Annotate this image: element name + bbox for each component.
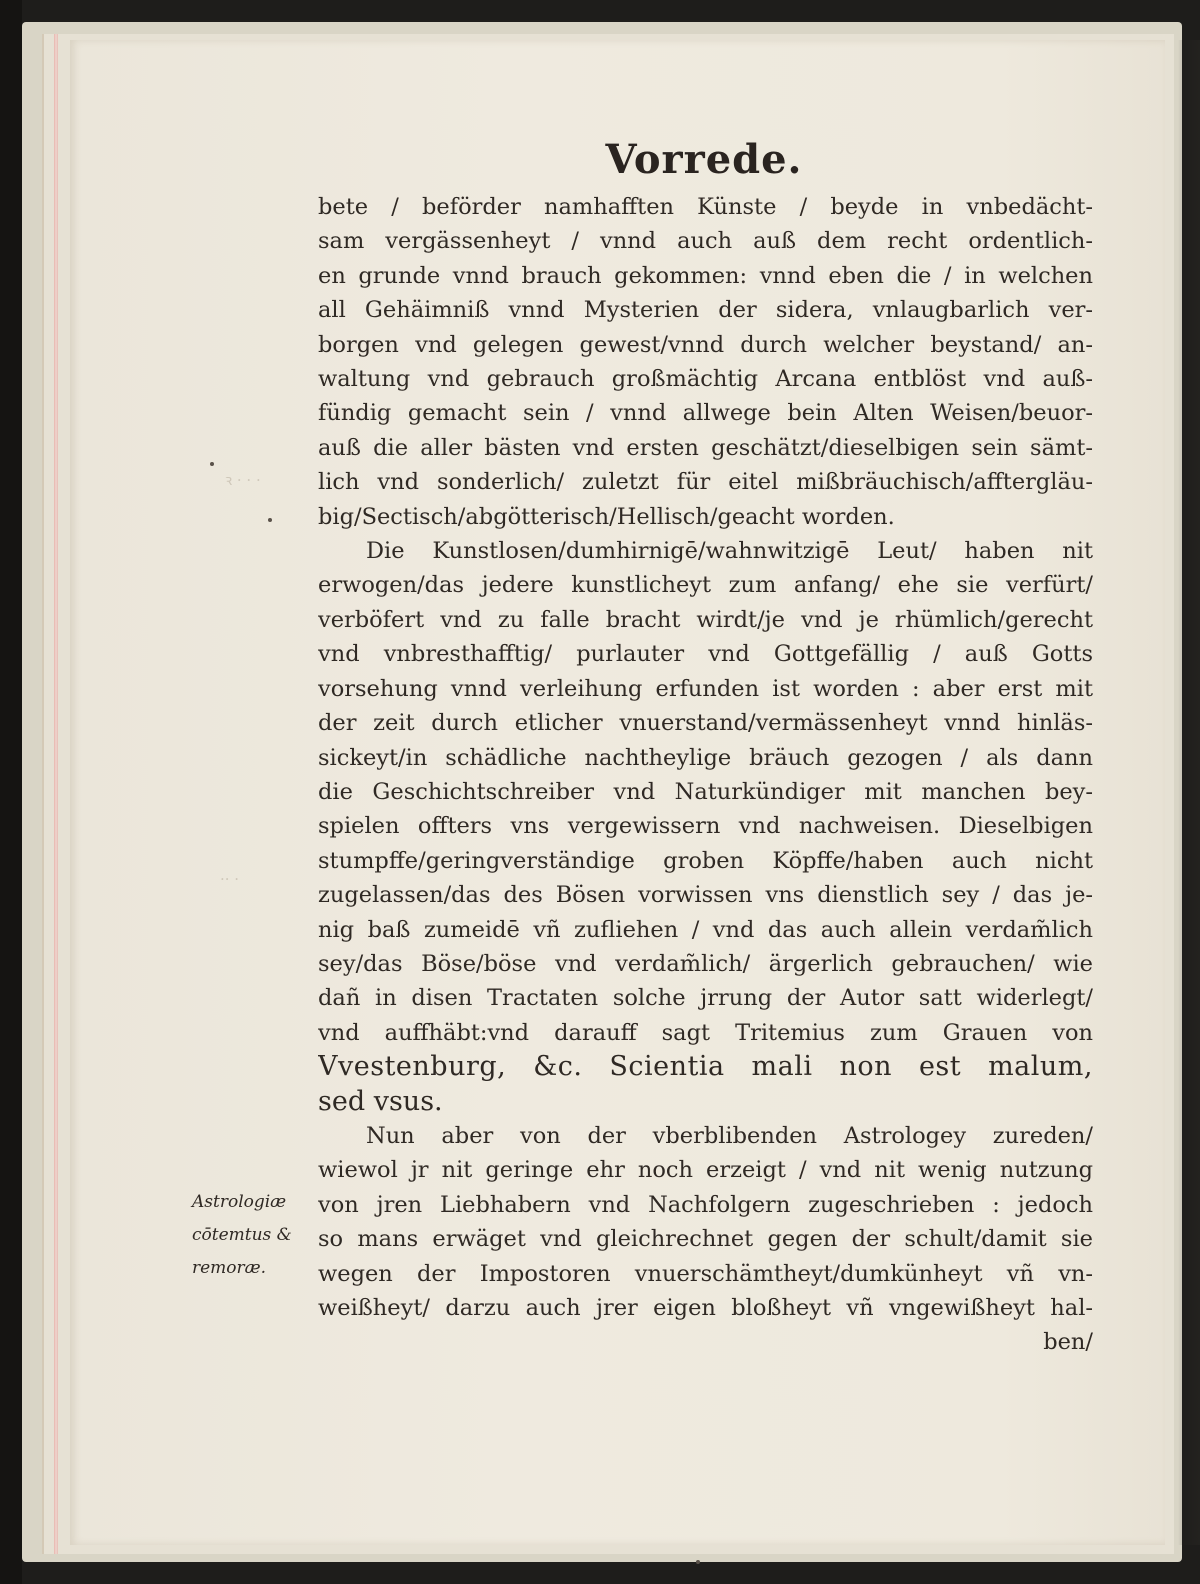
text-line: nig baß zumeidē vñ zufliehen / vnd das auch allein verdam̃lich <box>318 916 1093 943</box>
text-line: en grunde vnnd brauch gekommen: vnnd eben die / in welchen <box>318 262 1093 289</box>
margin-note-line: cōtemtus & <box>192 1225 292 1245</box>
text-line: borgen vnd gelegen gewest/vnnd durch welcher beystand/ an- <box>318 331 1093 358</box>
main-text-block <box>318 190 1093 1360</box>
text-line: wiewol jr nit geringe ehr noch erzeigt / vnd nit wenig nutzung <box>318 1157 1093 1184</box>
text-line: Nun aber von der vberblibenden Astrologey zureden/ <box>366 1122 1093 1149</box>
text-line: waltung vnd gebrauch großmächtig Arcana entblöst vnd auß- <box>318 366 1093 393</box>
scanner-background <box>0 0 22 1584</box>
text-line: all Gehäimniß vnnd Mysterien der sidera, vnlaugbarlich ver- <box>318 297 1093 324</box>
text-line: weißheyt/ darzu auch jrer eigen bloßheyt vñ vngewißheyt hal- <box>318 1295 1093 1321</box>
text-line: zugelassen/das des Bösen vorwissen vns dienstlich sey / das je- <box>318 882 1093 909</box>
text-line: sed vsus. <box>318 1085 443 1117</box>
text-line: vorsehung vnnd verleihung erfunden ist worden : aber erst mit <box>318 675 1093 702</box>
text-line: Vvestenburg, &c. Scientia mali non est malum, <box>318 1051 1093 1083</box>
gutter-shadow <box>1178 40 1200 1545</box>
text-line: lich vnd sonderlich/ zuletzt für eitel mißbräuchisch/afftergläu- <box>318 469 1093 496</box>
text-line: spielen offters vns vergewissern vnd nachweisen. Dieselbigen <box>318 813 1093 840</box>
text-line: der zeit durch etlicher vnuerstand/vermässenheyt vnnd hinläs- <box>318 710 1093 737</box>
text-line: von jren Liebhabern vnd Nachfolgern zugeschrieben : jedoch <box>318 1191 1093 1218</box>
text-line: die Geschichtschreiber vnd Naturkündiger mit manchen bey- <box>318 778 1093 805</box>
text-line: auß die aller bästen vnd ersten geschätzt/dieselbigen sein sämt- <box>318 434 1093 461</box>
text-line: verböfert vnd zu falle bracht wirdt/je vnd je rhümlich/gerecht <box>318 606 1093 633</box>
text-line: sam vergässenheyt / vnnd auch auß dem recht ordentlich- <box>318 228 1093 255</box>
bleed-through-mark: ꝛ · · · <box>225 471 261 489</box>
text-line: ben/ <box>1043 1329 1093 1356</box>
text-line: Die Kunstlosen/dumhirnigē/wahnwitzigē Leut/ haben nit <box>366 538 1093 565</box>
text-line: dañ in disen Tractaten solche jrrung der Autor satt widerlegt/ <box>318 985 1093 1012</box>
marginal-note <box>192 1186 322 1285</box>
text-line: stumpffe/geringverständige groben Köpffe/haben auch nicht <box>318 847 1093 874</box>
text-line: big/Sectisch/abgötterisch/Hellisch/geacht worden. <box>318 503 895 530</box>
ink-speck <box>268 518 272 522</box>
page-header: Vorrede. <box>605 136 803 183</box>
text-line: so mans erwäget vnd gleichrechnet gegen der schult/damit sie <box>318 1226 1093 1253</box>
text-line: sey/das Böse/böse vnd verdam̃lich/ ärgerlich gebrauchen/ wie <box>318 950 1093 977</box>
ink-speck <box>696 1560 700 1564</box>
text-line: fündig gemacht sein / vnnd allwege bein Alten Weisen/beuor- <box>318 400 1093 427</box>
bleed-through-mark: ·· · <box>220 870 240 888</box>
margin-note-line: remoræ. <box>192 1258 267 1278</box>
text-line: erwogen/das jedere kunstlicheyt zum anfang/ ehe sie verfürt/ <box>318 572 1093 599</box>
margin-note-line: Astrologiæ <box>192 1192 287 1212</box>
text-line: bete / beförder namhafften Künste / beyde in vnbedächt- <box>318 194 1093 220</box>
text-line: wegen der Impostoren vnuerschämtheyt/dumkünheyt vñ vn- <box>318 1260 1093 1287</box>
ink-speck <box>210 462 214 466</box>
text-line: sickeyt/in schädliche nachtheylige bräuch gezogen / als dann <box>318 744 1093 771</box>
text-line: vnd auffhäbt:vnd darauff sagt Tritemius zum Grauen von <box>318 1019 1093 1046</box>
text-line: vnd vnbresthafftig/ purlauter vnd Gottgefällig / auß Gotts <box>318 641 1093 668</box>
